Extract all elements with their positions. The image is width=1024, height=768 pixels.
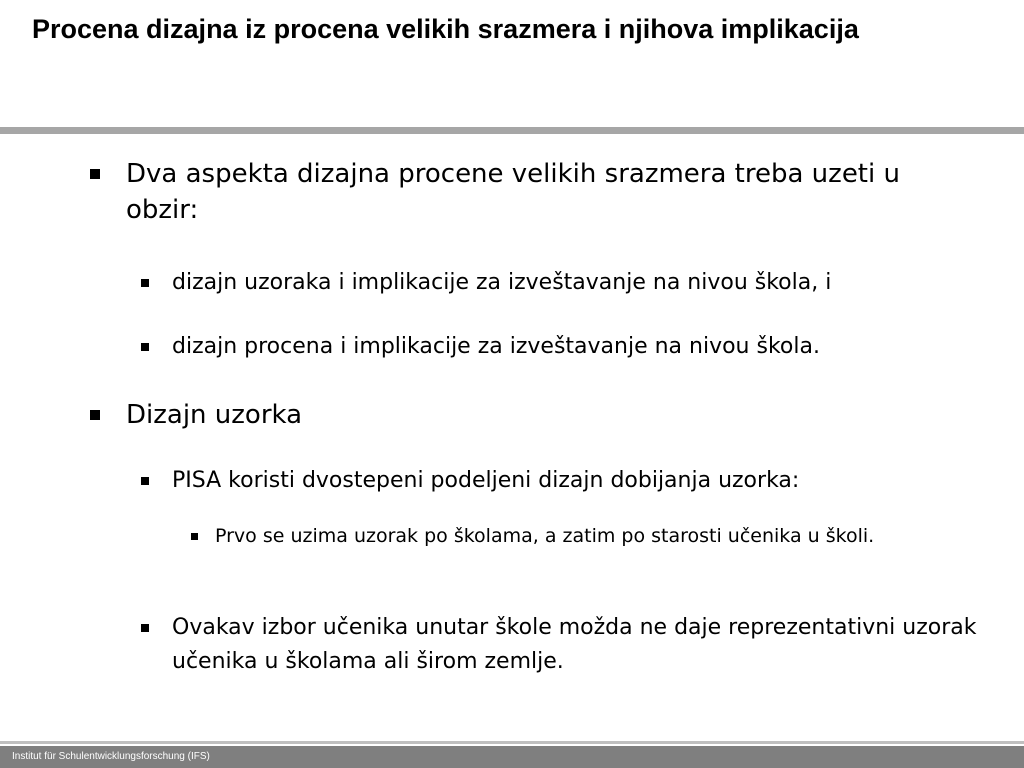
bullet-text: Prvo se uzima uzorak po školama, a zatim po starosti učenika u školi. bbox=[215, 525, 875, 547]
footer-institution: Institut für Schulentwicklungsforschung (IFS) bbox=[12, 751, 210, 762]
bullet-text: Ovakav izbor učenika unutar škole možda ne daje reprezentativni uzorak učenika u školama ali širom zemlje. bbox=[172, 615, 977, 674]
bullet-schools-then-age bbox=[215, 522, 960, 551]
bullet-selection-not-representative bbox=[172, 611, 982, 679]
square-bullet-icon bbox=[90, 410, 100, 420]
bullet-text: Dva aspekta dizajna procene velikih srazmera treba uzeti u obzir: bbox=[126, 159, 900, 225]
bullet-sample-design bbox=[126, 397, 946, 433]
footer-bar bbox=[0, 746, 1024, 768]
bullet-pisa-two-stage bbox=[172, 464, 972, 498]
square-bullet-icon bbox=[141, 477, 149, 485]
bullet-text: dizajn procena i implikacije za izveštavanje na nivou škola. bbox=[172, 334, 820, 359]
square-bullet-icon bbox=[191, 533, 198, 540]
slide-title: Procena dizajna iz procena velikih srazmera i njihova implikacija bbox=[32, 14, 859, 44]
square-bullet-icon bbox=[141, 343, 149, 351]
bullet-text: dizajn uzoraka i implikacije za izveštavanje na nivou škola, i bbox=[172, 270, 832, 295]
square-bullet-icon bbox=[141, 279, 149, 287]
square-bullet-icon bbox=[90, 169, 100, 179]
square-bullet-icon bbox=[141, 624, 149, 632]
bullet-sample-design-implications bbox=[172, 266, 1002, 300]
bullet-text: Dizajn uzorka bbox=[126, 400, 303, 430]
bullet-assessment-design-implications bbox=[172, 330, 1002, 364]
footer-divider bbox=[0, 741, 1024, 744]
bullet-two-aspects bbox=[126, 156, 946, 228]
bullet-text: PISA koristi dvostepeni podeljeni dizajn dobijanja uzorka: bbox=[172, 468, 800, 493]
